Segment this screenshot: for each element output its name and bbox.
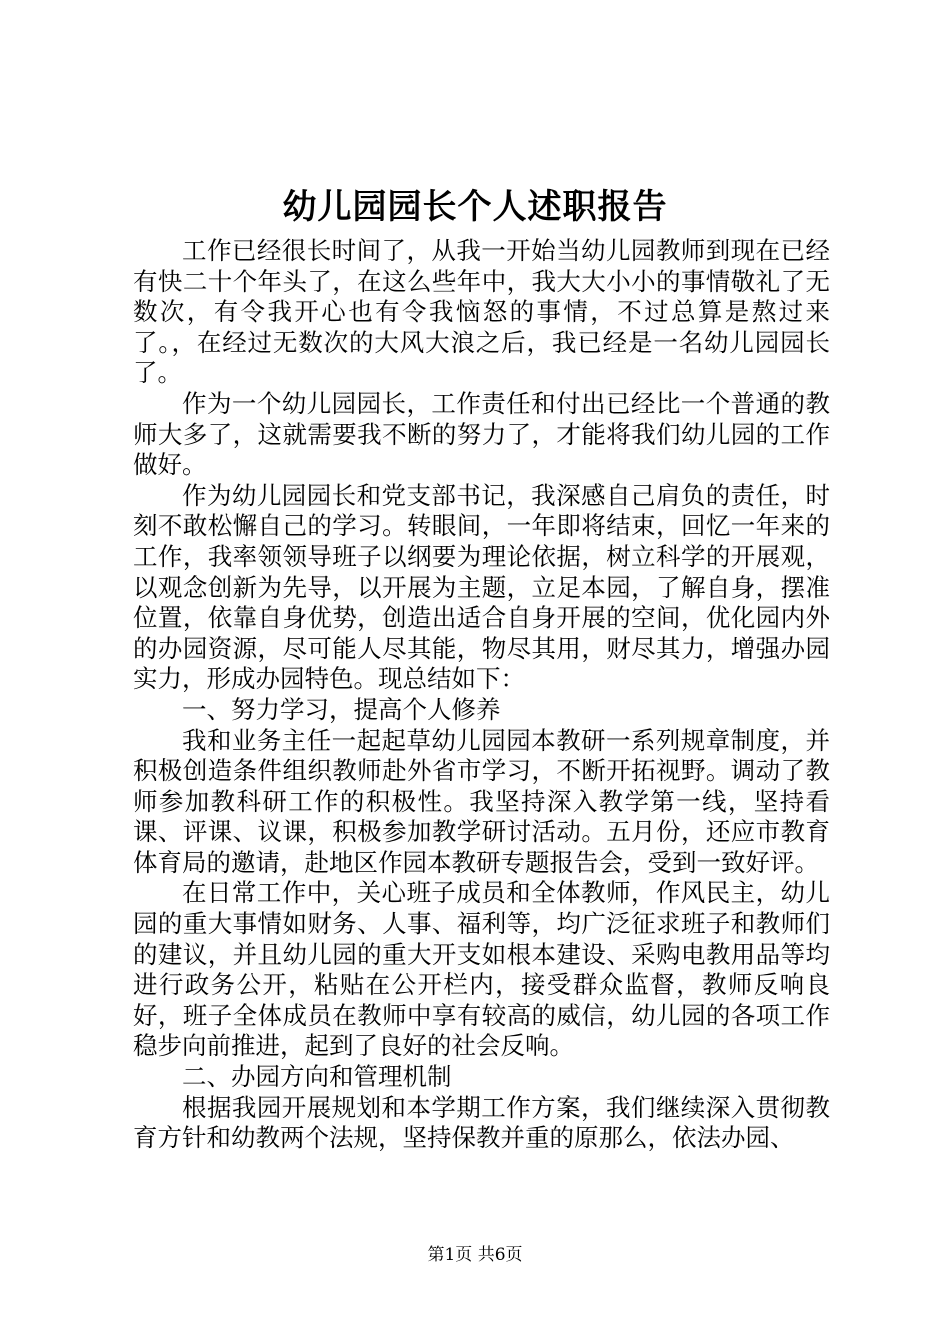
paragraph: 作为幼儿园园长和党支部书记，我深感自己肩负的责任，时刻不敢松懈自己的学习。转眼间，一年即将结束，回忆一年来的工作，我率领领导班子以纲要为理论依据，树立科学的开展观，以观念创新为先导，以开展为主题，立足本园，了解自身，摆准位置，依靠自身优势，创造出适合自身开展的空间，优化园内外的办园资源，尽可能人尽其能，物尽其用，财尽其力，增强办园实力，形成办园特色。现总结如下： <box>133 480 830 694</box>
paragraph: 在日常工作中，关心班子成员和全体教师，作风民主，幼儿园的重大事情如财务、人事、福利等，均广泛征求班子和教师们的建议，并且幼儿园的重大开支如根本建设、采购电教用品等均进行政务公开，粘贴在公开栏内，接受群众监督，教师反响良好，班子全体成员在教师中享有较高的威信，幼儿园的各项工作稳步向前推进，起到了良好的社会反响。 <box>133 878 830 1061</box>
paragraph: 工作已经很长时间了，从我一开始当幼儿园教师到现在已经有快二十个年头了，在这么些年中，我大大小小的事情敬礼了无数次，有令我开心也有令我恼怒的事情，不过总算是熬过来了。，在经过无数次的大风大浪之后，我已经是一名幼儿园园长了。 <box>133 236 830 388</box>
page-number-footer: 第1页 共6页 <box>427 1245 523 1265</box>
paragraph: 作为一个幼儿园园长，工作责任和付出已经比一个普通的教师大多了，这就需要我不断的努力了，才能将我们幼儿园的工作做好。 <box>133 388 830 480</box>
document-body <box>133 236 830 1154</box>
paragraph: 我和业务主任一起起草幼儿园园本教研一系列规章制度，并积极创造条件组织教师赴外省市学习，不断开拓视野。调动了教师参加教科研工作的积极性。我坚持深入教学第一线，坚持看课、评课、议课，积极参加教学研讨活动。五月份，还应市教育体育局的邀请，赴地区作园本教研专题报告会，受到一致好评。 <box>133 725 830 877</box>
section-heading: 一、努力学习，提高个人修养 <box>182 694 501 724</box>
document-title: 幼儿园园长个人述职报告 <box>282 187 668 227</box>
paragraph: 根据我园开展规划和本学期工作方案，我们继续深入贯彻教育方针和幼教两个法规，坚持保教并重的原那么，依法办园、 <box>133 1092 830 1153</box>
section-heading: 二、办园方向和管理机制 <box>182 1062 452 1092</box>
